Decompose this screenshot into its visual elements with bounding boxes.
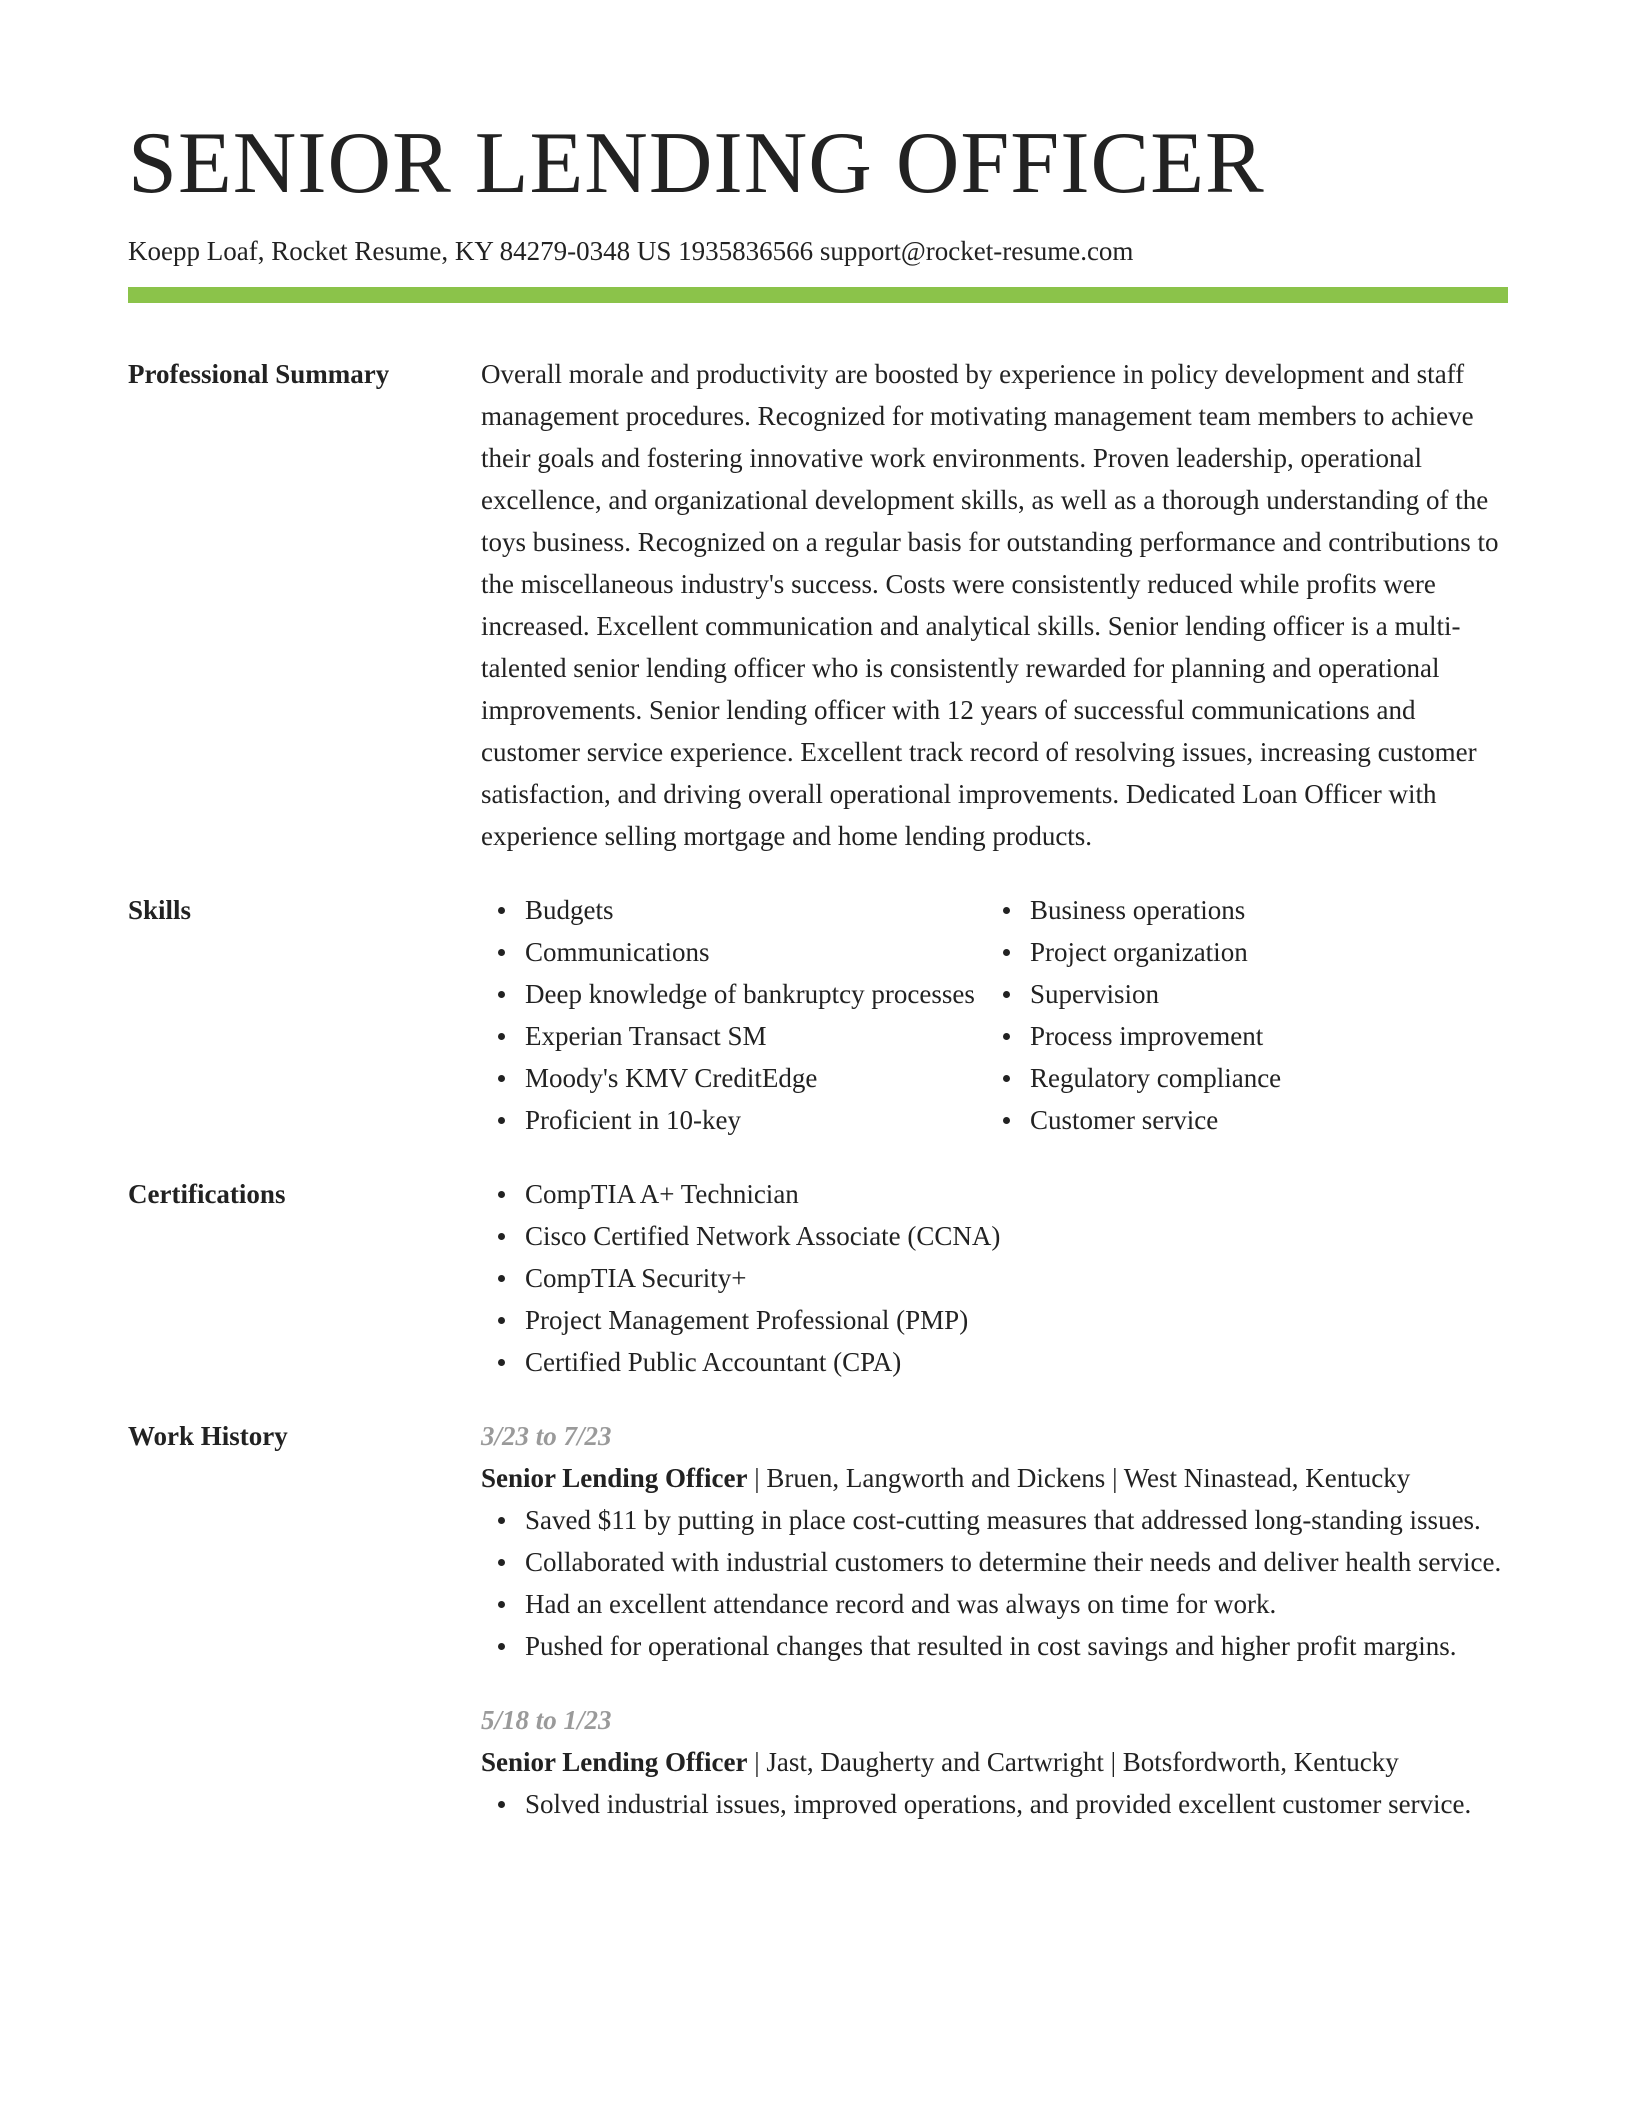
job-details: | Bruen, Langworth and Dickens | West Ninastead, Kentucky bbox=[747, 1463, 1411, 1494]
skill-item: Supervision bbox=[1030, 973, 1491, 1015]
job-title: Senior Lending Officer bbox=[481, 1463, 748, 1494]
certification-item: CompTIA A+ Technician bbox=[525, 1173, 1508, 1215]
bullet-icon bbox=[498, 1317, 505, 1324]
skill-item: Deep knowledge of bankruptcy processes bbox=[525, 973, 986, 1015]
skills-column-left bbox=[481, 889, 986, 1141]
skill-item: Regulatory compliance bbox=[1030, 1057, 1491, 1099]
section-title-work-history: Work History bbox=[128, 1421, 288, 1452]
candidate-name: SENIOR LENDING OFFICER bbox=[128, 115, 1265, 212]
section-title-certifications: Certifications bbox=[128, 1179, 286, 1210]
skill-item: Moody's KMV CreditEdge bbox=[525, 1057, 986, 1099]
bullet-icon bbox=[498, 1233, 505, 1240]
section-title-skills: Skills bbox=[128, 895, 192, 926]
job-entry bbox=[481, 1699, 1508, 1825]
skills-section bbox=[128, 889, 1508, 1141]
bullet-icon bbox=[498, 1117, 505, 1124]
job-heading bbox=[481, 1457, 1508, 1499]
section-title-summary: Professional Summary bbox=[128, 359, 390, 390]
bullet-icon bbox=[498, 1601, 505, 1608]
job-heading bbox=[481, 1741, 1508, 1783]
work-history-section bbox=[128, 1415, 1508, 1825]
job-details: | Jast, Daugherty and Cartwright | Botsfordworth, Kentucky bbox=[747, 1747, 1399, 1778]
job-bullet: Collaborated with industrial customers to determine their needs and deliver health service. bbox=[525, 1541, 1508, 1583]
bullet-icon bbox=[1003, 991, 1010, 998]
summary-text: Overall morale and productivity are boosted by experience in policy development and staff management procedures. Recognized for motivating management team members to achieve their goals and fostering innovative work environments. Proven leadership, operational excellence, and organizational development skills, as well as a thorough understanding of the toys business. Recognized on a regular basis for outstanding performance and contributions to the miscellaneous industry's success. Costs were consistently reduced while profits were increased. Excellent communication and analytical skills. Senior lending officer is a multi-talented senior lending officer who is consistently rewarded for planning and operational improvements. Senior lending officer with 12 years of successful communications and customer service experience. Excellent track record of resolving issues, increasing customer satisfaction, and driving overall operational improvements. Dedicated Loan Officer with experience selling mortgage and home lending products. bbox=[481, 359, 1499, 852]
bullet-icon bbox=[498, 949, 505, 956]
bullet-icon bbox=[498, 1359, 505, 1366]
skill-item: Budgets bbox=[525, 889, 986, 931]
bullet-icon bbox=[498, 1075, 505, 1082]
bullet-icon bbox=[498, 1033, 505, 1040]
bullet-icon bbox=[498, 1559, 505, 1566]
bullet-icon bbox=[498, 1191, 505, 1198]
certification-item: Project Management Professional (PMP) bbox=[525, 1299, 1508, 1341]
bullet-icon bbox=[498, 1801, 505, 1808]
skill-item: Process improvement bbox=[1030, 1015, 1491, 1057]
bullet-icon bbox=[1003, 1117, 1010, 1124]
skill-item: Proficient in 10-key bbox=[525, 1099, 986, 1141]
bullet-icon bbox=[1003, 907, 1010, 914]
skill-item: Business operations bbox=[1030, 889, 1491, 931]
job-entry bbox=[481, 1415, 1508, 1667]
certification-item: Certified Public Accountant (CPA) bbox=[525, 1341, 1508, 1383]
certification-item: Cisco Certified Network Associate (CCNA) bbox=[525, 1215, 1508, 1257]
skill-item: Customer service bbox=[1030, 1099, 1491, 1141]
bullet-icon bbox=[498, 1643, 505, 1650]
bullet-icon bbox=[1003, 949, 1010, 956]
skill-item: Communications bbox=[525, 931, 986, 973]
job-dates: 3/23 to 7/23 bbox=[481, 1421, 612, 1452]
job-title: Senior Lending Officer bbox=[481, 1747, 748, 1778]
skill-item: Experian Transact SM bbox=[525, 1015, 986, 1057]
skills-column-right bbox=[986, 889, 1491, 1141]
bullet-icon bbox=[498, 1517, 505, 1524]
skill-item: Project organization bbox=[1030, 931, 1491, 973]
certifications-section bbox=[128, 1173, 1508, 1383]
job-bullet: Pushed for operational changes that resulted in cost savings and higher profit margins. bbox=[525, 1625, 1508, 1667]
bullet-icon bbox=[498, 907, 505, 914]
bullet-icon bbox=[1003, 1033, 1010, 1040]
job-bullet: Had an excellent attendance record and was always on time for work. bbox=[525, 1583, 1508, 1625]
job-dates: 5/18 to 1/23 bbox=[481, 1705, 612, 1736]
resume-page bbox=[128, 115, 1508, 1825]
bullet-icon bbox=[498, 1275, 505, 1282]
accent-divider bbox=[128, 287, 1508, 303]
job-bullet: Solved industrial issues, improved operations, and provided excellent customer service. bbox=[525, 1783, 1508, 1825]
summary-section bbox=[128, 353, 1508, 857]
certification-item: CompTIA Security+ bbox=[525, 1257, 1508, 1299]
bullet-icon bbox=[1003, 1075, 1010, 1082]
bullet-icon bbox=[498, 991, 505, 998]
contact-line: Koepp Loaf, Rocket Resume, KY 84279-0348 US 1935836566 support@rocket-resume.com bbox=[128, 236, 1134, 266]
job-bullet: Saved $11 by putting in place cost-cutting measures that addressed long-standing issues. bbox=[525, 1499, 1508, 1541]
